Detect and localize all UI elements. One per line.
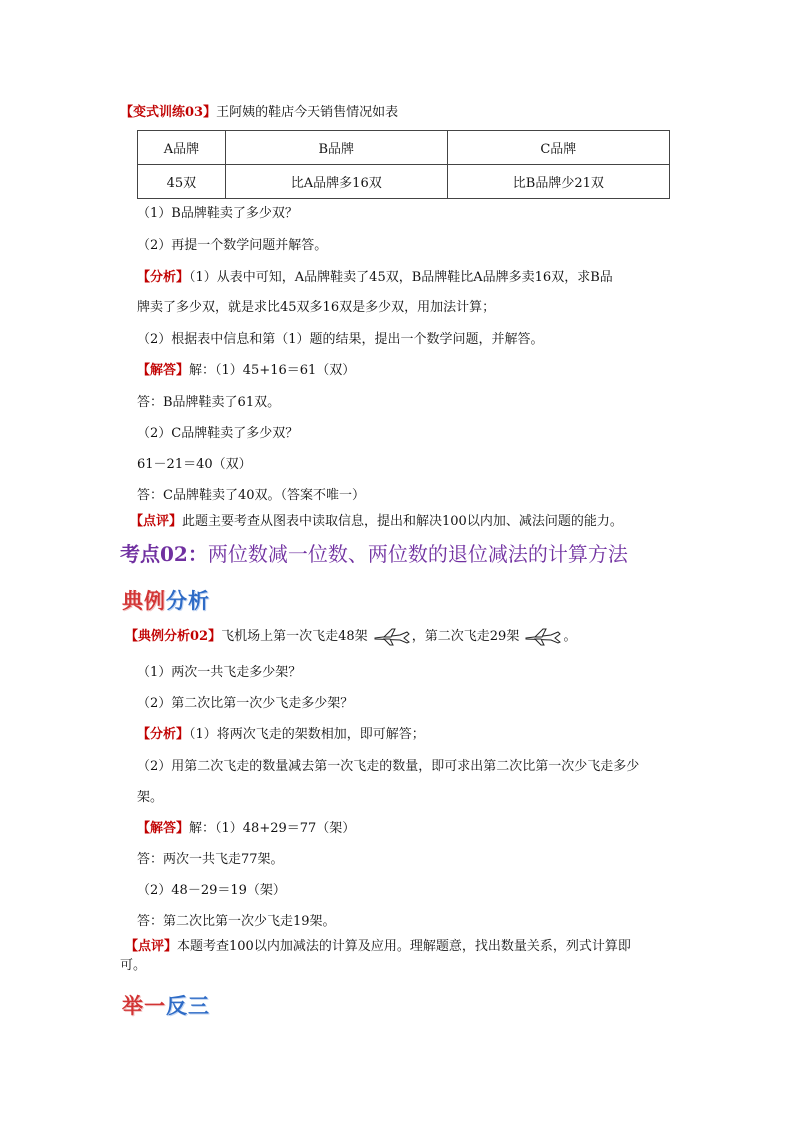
example-answer-2b: 答：第二次比第一次少飞走19架。 — [137, 914, 336, 929]
variant-question-2: （2）再提一个数学问题并解答。 — [137, 238, 328, 253]
example-tag: 【典例分析02】 — [125, 629, 222, 644]
comment-tag: 【点评】 — [130, 514, 183, 529]
banner-example-analysis — [122, 585, 210, 615]
table-cell: 45双 — [138, 165, 226, 199]
comment-text: 此题主要考查从图表中读取信息，提出和解决100以内加、减法问题的能力。 — [182, 514, 623, 529]
example-analysis-1 — [137, 726, 425, 744]
analysis-tag: 【分析】 — [137, 727, 190, 742]
variant-comment — [130, 513, 623, 531]
table-cell: 比B品牌少21双 — [447, 165, 669, 199]
example-intro — [125, 627, 576, 647]
table-cell: 比A品牌多16双 — [225, 165, 447, 199]
example-text-a: 飞机场上第一次飞走48架 — [221, 629, 368, 644]
table-header-cell: C品牌 — [447, 131, 669, 165]
analysis-tag: 【分析】 — [137, 270, 190, 285]
table-header-cell: B品牌 — [225, 131, 447, 165]
table-header-cell: A品牌 — [138, 131, 226, 165]
analysis-text: （1）将两次飞走的架数相加，即可解答； — [189, 727, 425, 742]
variant-analysis-1b: 牌卖了多少双，就是求比45双多16双是多少双，用加法计算； — [137, 300, 496, 315]
comment-tag: 【点评】 — [125, 939, 178, 954]
variant-intro — [120, 104, 398, 122]
banner-part-blue: 反三 — [166, 994, 210, 1018]
answer-tag: 【解答】 — [137, 363, 190, 378]
airplane-icon — [374, 628, 410, 646]
section-heading — [120, 540, 628, 568]
banner-part-blue: 分析 — [166, 589, 210, 613]
answer-text: 解：（1）45+16＝61（双） — [189, 363, 356, 378]
example-comment — [125, 938, 631, 956]
example-answer-2: （2）48－29＝19（架） — [137, 883, 286, 898]
section-number: 考点02： — [120, 542, 208, 566]
example-question-1: （1）两次一共飞走多少架？ — [137, 665, 302, 680]
sales-table — [137, 130, 670, 199]
comment-text: 本题考查100以内加减法的计算及应用。理解题意，找出数量关系，列式计算即 — [177, 939, 631, 954]
example-answer-1b: 答：两次一共飞走77架。 — [137, 852, 284, 867]
banner-part-red: 举一 — [122, 994, 166, 1018]
example-analysis-2b: 架。 — [137, 790, 164, 805]
banner-part-red: 典例 — [122, 589, 166, 613]
analysis-text: （1）从表中可知，A品牌鞋卖了45双，B品牌鞋比A品牌多卖16双，求B品 — [189, 270, 613, 285]
banner-practice — [122, 990, 210, 1020]
variant-question-1: （1）B品牌鞋卖了多少双？ — [137, 206, 298, 221]
variant-answer-2: （2）C品牌鞋卖了多少双？ — [137, 426, 299, 441]
table-row — [138, 165, 670, 199]
airplane-icon — [525, 628, 561, 646]
example-text-c: 。 — [563, 629, 577, 644]
example-analysis-2: （2）用第二次飞走的数量减去第一次飞走的数量，即可求出第二次比第一次少飞走多少 — [137, 759, 640, 774]
variant-analysis-1 — [137, 269, 613, 287]
variant-answer-2c: 答：C品牌鞋卖了40双。（答案不唯一） — [137, 488, 365, 503]
variant-answer-1 — [137, 362, 355, 380]
variant-tag: 【变式训练03】 — [120, 105, 217, 120]
answer-text: 解：（1）48+29＝77（架） — [189, 821, 356, 836]
table-header-row — [138, 131, 670, 165]
variant-text: 王阿姨的鞋店今天销售情况如表 — [216, 105, 399, 120]
variant-answer-1b: 答：B品牌鞋卖了61双。 — [137, 395, 281, 410]
variant-analysis-2: （2）根据表中信息和第（1）题的结果，提出一个数学问题，并解答。 — [137, 332, 544, 347]
example-answer-1 — [137, 820, 355, 838]
example-comment-b: 可。 — [120, 958, 147, 973]
example-question-2: （2）第二次比第一次少飞走多少架？ — [137, 696, 354, 711]
answer-tag: 【解答】 — [137, 821, 190, 836]
section-title: 两位数减一位数、两位数的退位减法的计算方法 — [207, 542, 628, 566]
example-text-b: ，第二次飞走29架 — [411, 629, 520, 644]
variant-answer-2b: 61－21＝40（双） — [137, 457, 252, 472]
